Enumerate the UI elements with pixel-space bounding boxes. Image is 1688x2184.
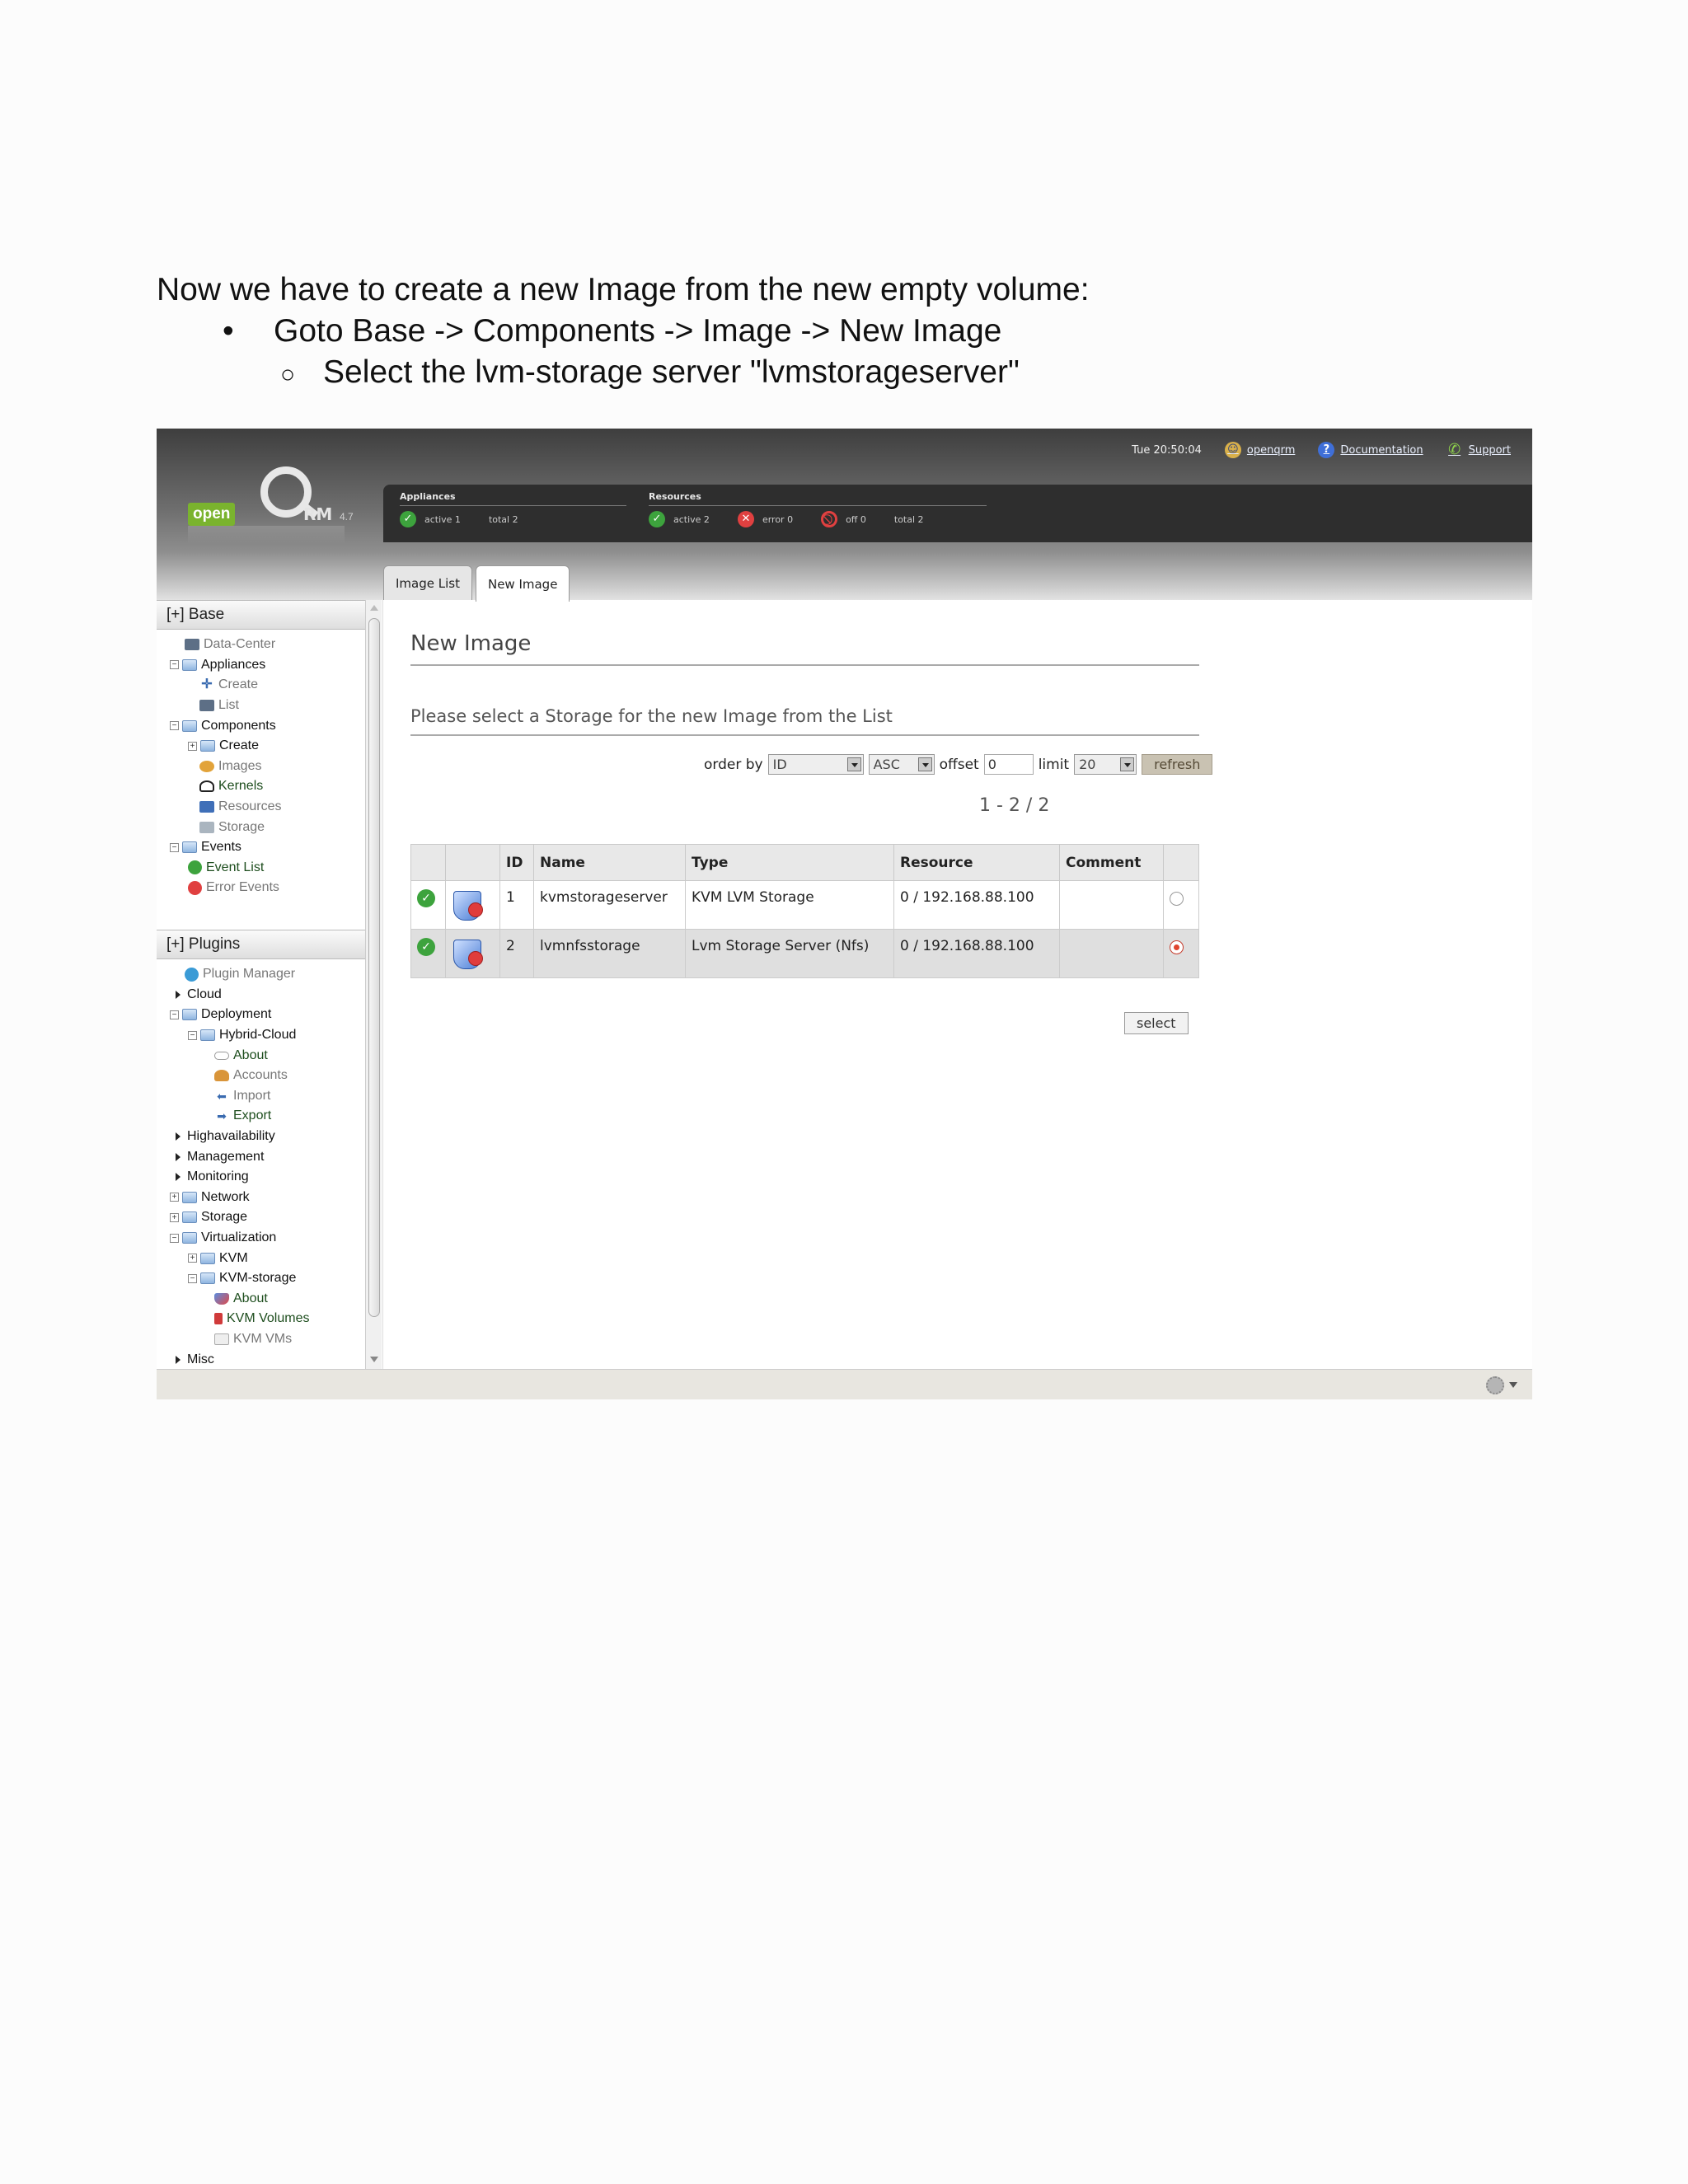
tree-item-hybrid-cloud[interactable]: [166, 1025, 309, 1046]
help-icon: ?: [1318, 442, 1334, 458]
doc-intro-text: Now we have to create a new Image from the new empty volume:: [157, 272, 1090, 307]
doc-bullet-2: [280, 354, 1020, 391]
tree-label: Monitoring: [187, 1169, 249, 1184]
user-link-label: openqrm: [1246, 443, 1296, 457]
resources-error: error 0: [762, 513, 794, 525]
tree-label: KVM VMs: [233, 1331, 293, 1346]
status-ok-icon: ✓: [417, 889, 435, 907]
collapse-toggle[interactable]: −: [170, 721, 179, 730]
tree-label: Export: [233, 1108, 272, 1123]
tree-item-kvm[interactable]: [166, 1248, 309, 1268]
storage-server-icon: [452, 886, 485, 922]
page-subtitle: Please select a Storage for the new Image from the List: [410, 706, 1199, 736]
tree-label: Management: [187, 1149, 265, 1164]
order-by-value: ID: [772, 757, 787, 772]
documentation-link-label: Documentation: [1340, 443, 1423, 457]
tree-label: Highavailability: [187, 1129, 275, 1144]
col-status-header: [411, 845, 446, 881]
logo-open-text: open: [188, 503, 235, 526]
kvm-storage-icon: [214, 1293, 229, 1305]
col-comment-header[interactable]: Comment: [1060, 845, 1164, 881]
tree-label: Images: [218, 758, 262, 773]
tree-label: Error Events: [206, 880, 279, 895]
storage-table: [410, 844, 1199, 978]
col-resource-header[interactable]: Resource: [894, 845, 1060, 881]
datetime-text: Tue 20:50:04: [1132, 443, 1202, 457]
tree-item-components-create[interactable]: [166, 736, 281, 757]
doc-bullet-1: [223, 313, 1001, 349]
tab-new-image[interactable]: New Image: [476, 565, 570, 602]
select-radio-checked[interactable]: [1170, 940, 1184, 954]
id-cell: 1: [500, 881, 534, 930]
expand-toggle[interactable]: +: [170, 1193, 179, 1202]
tree-item-appliances-list[interactable]: [166, 696, 281, 716]
folder-icon: [200, 1253, 215, 1264]
tree-label: Import: [233, 1088, 271, 1103]
tree-label: Components: [201, 718, 276, 733]
chevron-down-icon[interactable]: [1509, 1382, 1517, 1388]
tree-item-cloud[interactable]: [166, 985, 309, 1005]
tree-label: About: [233, 1291, 268, 1305]
sidebar: [157, 600, 383, 1369]
tree-item-misc[interactable]: [166, 1349, 309, 1370]
bottom-status-bar: [157, 1369, 1532, 1399]
table-header-row: [411, 845, 1199, 881]
folder-icon: [200, 1029, 215, 1041]
folder-icon: [182, 841, 197, 853]
expand-toggle[interactable]: +: [188, 1254, 197, 1263]
tree-label: Plugin Manager: [203, 967, 296, 982]
tree-item-storage[interactable]: [166, 817, 281, 837]
tree-item-kernels[interactable]: [166, 776, 281, 797]
tree-label: Misc: [187, 1352, 214, 1366]
error-icon: [188, 881, 202, 895]
expand-arrow-icon[interactable]: [176, 1153, 181, 1161]
expand-arrow-icon[interactable]: [176, 991, 181, 999]
tree-label: Data-Center: [204, 637, 276, 652]
doc-bullet-2-text: Select the lvm-storage server "lvmstorageserver": [323, 354, 1020, 390]
appliances-total: total 2: [488, 513, 518, 525]
expand-arrow-icon[interactable]: [176, 1132, 181, 1141]
plugins-tree: [166, 964, 309, 1370]
tree-label: Kernels: [218, 779, 264, 794]
tree-item-kvm-storage[interactable]: [166, 1268, 309, 1289]
cloud-icon: [214, 1052, 229, 1060]
support-link[interactable]: [1447, 442, 1511, 458]
tree-item-event-list[interactable]: [166, 858, 281, 879]
resources-off: off 0: [846, 513, 866, 525]
tree-label: Hybrid-Cloud: [219, 1028, 297, 1043]
import-arrow-icon: ⬅: [217, 1089, 227, 1103]
expand-toggle[interactable]: +: [170, 1213, 179, 1222]
user-link[interactable]: [1225, 442, 1295, 458]
tree-label: Events: [201, 840, 241, 855]
logo-rm-text: RM: [303, 504, 333, 524]
tree-item-highavailability[interactable]: [166, 1127, 309, 1147]
folder-icon: [200, 1272, 215, 1284]
user-icon: ☺: [1225, 442, 1241, 458]
appliances-active: active 1: [424, 513, 461, 525]
doc-bullet-1-text: Goto Base -> Components -> Image -> New Image: [274, 313, 1002, 349]
tree-item-management[interactable]: [166, 1146, 309, 1167]
tree-label: Create: [218, 677, 259, 692]
icon-cell: [446, 930, 500, 978]
settings-gear-icon[interactable]: [1486, 1376, 1504, 1394]
sub-bullet-mark: ○: [280, 361, 296, 388]
tree-item-appliances-create[interactable]: [166, 675, 281, 696]
tab-bar: [383, 565, 570, 602]
tree-item-kvm-storage-about[interactable]: [166, 1289, 309, 1310]
name-cell: kvmstorageserver: [534, 881, 686, 930]
storage-icon: [199, 822, 214, 833]
order-by-select[interactable]: [768, 754, 864, 775]
tree-label: Storage: [218, 819, 265, 834]
tree-label: Resources: [218, 799, 282, 814]
tree-item-appliances[interactable]: [166, 655, 281, 676]
base-tree: [166, 635, 281, 898]
tree-label: Cloud: [187, 987, 222, 1001]
icon-cell: [446, 881, 500, 930]
collapse-toggle[interactable]: −: [170, 1234, 179, 1243]
check-icon: ✓: [649, 511, 665, 527]
appliances-status: [400, 491, 626, 527]
plugins-menu-header[interactable]: [+] Plugins: [157, 930, 365, 959]
top-links: [1132, 437, 1511, 463]
status-cell: [411, 930, 446, 978]
col-name-header[interactable]: Name: [534, 845, 686, 881]
tree-label: KVM-storage: [219, 1271, 297, 1286]
scroll-down-arrow-icon[interactable]: [370, 1357, 378, 1362]
off-icon: [821, 511, 837, 527]
expand-arrow-icon[interactable]: [176, 1173, 181, 1181]
tree-item-virtualization[interactable]: [166, 1228, 309, 1249]
expand-arrow-icon[interactable]: [176, 1356, 181, 1364]
datacenter-icon: [185, 639, 199, 650]
plugin-manager-icon: [185, 968, 199, 982]
comment-cell: [1060, 930, 1164, 978]
limit-select[interactable]: [1074, 754, 1137, 775]
collapse-toggle[interactable]: −: [170, 843, 179, 852]
tree-item-kvm-vms[interactable]: [166, 1329, 309, 1350]
table-row[interactable]: [411, 881, 1199, 930]
tree-label: Accounts: [233, 1068, 288, 1083]
resources-status: [649, 491, 987, 527]
type-cell: KVM LVM Storage: [686, 881, 894, 930]
refresh-button[interactable]: refresh: [1142, 754, 1212, 775]
col-select-header: [1164, 845, 1199, 881]
bullet-mark: •: [223, 313, 234, 349]
tree-item-hybrid-cloud-accounts[interactable]: [166, 1066, 309, 1086]
monitor-icon: [199, 801, 214, 813]
tree-item-hybrid-cloud-import[interactable]: [166, 1086, 309, 1107]
tree-label: Network: [201, 1189, 250, 1204]
type-cell: Lvm Storage Server (Nfs): [686, 930, 894, 978]
tree-label: KVM: [219, 1250, 248, 1265]
tree-label: Create: [219, 738, 260, 753]
export-arrow-icon: ➡: [217, 1109, 227, 1123]
header-bar: [157, 429, 1532, 600]
storage-server-icon: [452, 935, 485, 971]
logo-reflection: [188, 526, 345, 544]
id-cell: 2: [500, 930, 534, 978]
pagination-info: 1 - 2 / 2: [979, 795, 1050, 816]
tree-label: List: [218, 698, 239, 713]
tree-item-plugin-manager[interactable]: [166, 964, 309, 985]
tree-label: Event List: [206, 860, 265, 874]
offset-label: offset: [939, 756, 979, 773]
resources-active: active 2: [673, 513, 710, 525]
plus-icon: ✛: [201, 677, 213, 692]
expand-toggle[interactable]: +: [188, 742, 197, 751]
tree-item-datacenter[interactable]: [166, 635, 281, 655]
phone-icon: ✆: [1448, 441, 1461, 458]
folder-icon: [182, 1232, 197, 1244]
tree-item-images[interactable]: [166, 757, 281, 777]
folder-icon: [182, 1009, 197, 1020]
tree-item-monitoring[interactable]: [166, 1167, 309, 1188]
openqrm-logo: [188, 463, 354, 562]
select-radio[interactable]: [1170, 892, 1184, 906]
check-icon: ✓: [400, 511, 416, 527]
tree-item-resources[interactable]: [166, 797, 281, 818]
error-icon: ✕: [738, 511, 754, 527]
tree-label: Storage: [201, 1210, 248, 1225]
dropdown-arrow-icon: [1120, 757, 1134, 771]
sidebar-scrollbar[interactable]: [365, 600, 382, 1369]
comment-cell: [1060, 881, 1164, 930]
tree-item-hybrid-cloud-export[interactable]: [166, 1106, 309, 1127]
tree-label: KVM Volumes: [227, 1311, 310, 1326]
scrollbar-thumb[interactable]: [368, 618, 380, 1317]
check-icon: [188, 860, 202, 874]
page-title: New Image: [410, 631, 1199, 666]
order-by-label: order by: [704, 756, 763, 773]
sort-direction-value: ASC: [873, 757, 900, 772]
folder-icon: [200, 740, 215, 752]
col-icon-header: [446, 845, 500, 881]
tree-label: Deployment: [201, 1007, 272, 1022]
tree-item-kvm-volumes[interactable]: [166, 1309, 309, 1329]
resource-cell: 0 / 192.168.88.100: [894, 930, 1060, 978]
radio-cell: [1164, 881, 1199, 930]
collapse-toggle[interactable]: −: [188, 1274, 197, 1283]
tree-item-deployment[interactable]: [166, 1005, 309, 1025]
col-type-header[interactable]: Type: [686, 845, 894, 881]
tree-item-hybrid-cloud-about[interactable]: [166, 1045, 309, 1066]
volume-icon: [214, 1313, 223, 1324]
vm-icon: [214, 1333, 229, 1345]
tab-image-list[interactable]: Image List: [383, 565, 472, 600]
tree-item-network[interactable]: [166, 1188, 309, 1208]
tree-label: Virtualization: [201, 1230, 277, 1245]
scroll-up-arrow-icon[interactable]: [370, 605, 378, 611]
images-icon: [199, 761, 214, 772]
radio-cell: [1164, 930, 1199, 978]
collapse-toggle[interactable]: −: [188, 1031, 197, 1040]
resources-status-title: Resources: [649, 491, 987, 506]
tree-item-error-events[interactable]: [166, 878, 281, 898]
select-button[interactable]: select: [1124, 1012, 1189, 1034]
name-cell: lvmnfsstorage: [534, 930, 686, 978]
tree-item-storage-plugins[interactable]: [166, 1207, 309, 1228]
resources-total: total 2: [893, 513, 924, 525]
tux-icon: [199, 780, 214, 792]
logo-version: 4.7: [340, 511, 354, 523]
collapse-toggle[interactable]: −: [170, 1010, 179, 1019]
status-ok-icon: ✓: [417, 938, 435, 956]
dropdown-arrow-icon: [918, 757, 932, 771]
list-filter-bar: [704, 754, 1212, 775]
tree-item-components[interactable]: [166, 715, 281, 736]
folder-icon: [182, 1192, 197, 1203]
limit-value: 20: [1079, 757, 1096, 772]
appliances-status-title: Appliances: [400, 491, 626, 506]
col-id-header[interactable]: ID: [500, 845, 534, 881]
base-menu-header[interactable]: [+] Base: [157, 600, 365, 630]
tree-item-events[interactable]: [166, 837, 281, 858]
folder-icon: [182, 1212, 197, 1223]
tree-label: Appliances: [201, 657, 266, 672]
limit-label: limit: [1038, 756, 1070, 773]
folder-icon: [182, 720, 197, 732]
resource-cell: 0 / 192.168.88.100: [894, 881, 1060, 930]
account-icon: [214, 1070, 229, 1081]
support-link-label: Support: [1468, 443, 1511, 457]
list-icon: [199, 700, 214, 711]
dropdown-arrow-icon: [847, 757, 861, 771]
offset-input[interactable]: [984, 754, 1034, 775]
sort-direction-select[interactable]: [869, 754, 935, 775]
openqrm-screenshot: [157, 429, 1532, 1399]
folder-icon: [182, 659, 197, 671]
status-cell: [411, 881, 446, 930]
status-panel: [383, 485, 1532, 542]
collapse-toggle[interactable]: −: [170, 660, 179, 669]
documentation-link[interactable]: [1318, 442, 1423, 458]
tree-label: About: [233, 1047, 268, 1062]
table-row[interactable]: [411, 930, 1199, 978]
